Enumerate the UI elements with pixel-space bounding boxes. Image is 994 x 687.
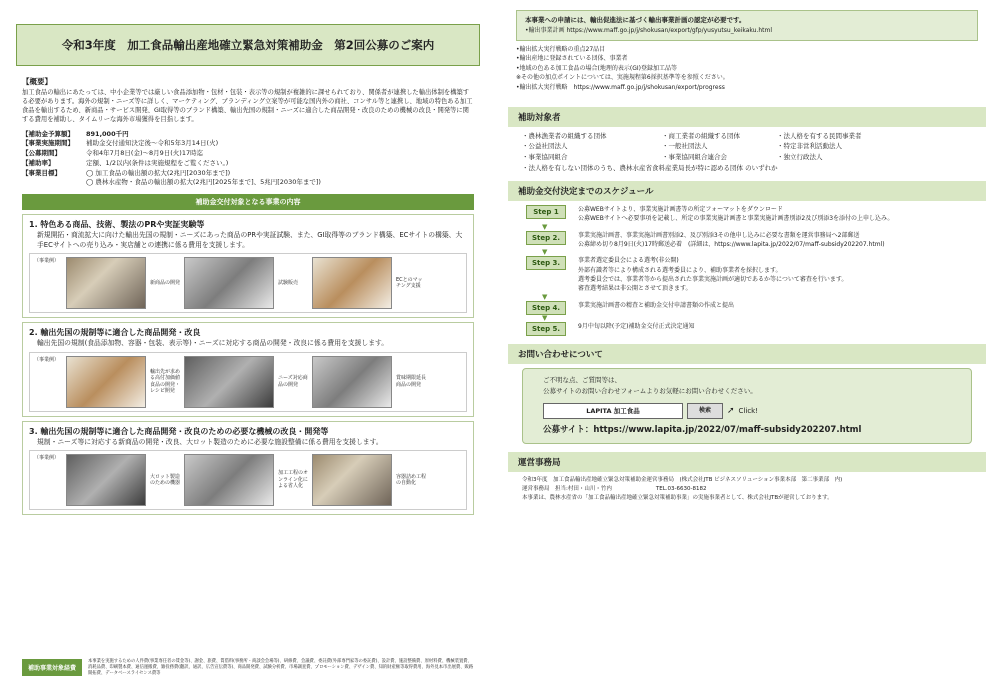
photo-product-bottles bbox=[66, 257, 146, 309]
info-row bbox=[22, 130, 474, 140]
target-item-last: ・法人格を有しない団体のうち、農林水産省食料産業局長が特に認める団体 のいずれか bbox=[522, 163, 778, 172]
office-info bbox=[508, 476, 986, 504]
caption: ECとのマッチング支援 bbox=[396, 276, 423, 290]
target-item: ・独立行政法人 bbox=[777, 153, 823, 162]
caption: 大ロット製造のための機器 bbox=[150, 473, 181, 487]
caption: 容器詰め工程の自動化 bbox=[396, 473, 427, 487]
cursor-icon: ➚ bbox=[727, 405, 735, 416]
step-text: 事業実施計画書、事業実施計画書別添2、及び別添3その他申し込みに必要な書類を運営事務局へ2部郵送 公募締め切り8月9日(火)17時郵送必着 (詳細は、https://www.lapita.jp/2022/07/maff-subsidy202207.html) bbox=[578, 231, 885, 249]
photo-production-line bbox=[184, 356, 274, 408]
caption: 試験販売 bbox=[278, 279, 299, 286]
section-desc: 新規開拓・商流拡大に向けた輸出先国の規制・ニーズにあった商品のPRや実証試験、また、GI取得等のブランド構築、ECサイトの構築、大手ECサイトへの売り込み・実店舗との連携に係る費用を支援します。 bbox=[37, 231, 463, 249]
step-3 bbox=[526, 256, 986, 293]
step-1 bbox=[526, 205, 986, 224]
section-1 bbox=[22, 214, 474, 318]
overview bbox=[22, 76, 474, 125]
site-url[interactable]: 公募サイト：https://www.lapita.jp/2022/07/maff-subsidy202207.html bbox=[543, 424, 862, 435]
info-value: 891,000千円 bbox=[86, 129, 129, 138]
target-item: ・一般社団法人 bbox=[662, 142, 708, 151]
search-row bbox=[543, 403, 961, 419]
target-item: ・事業協同組合 bbox=[522, 153, 568, 162]
step-text: 9月中旬以降(予定)補助金交付正式決定通知 bbox=[578, 322, 695, 330]
examples-box bbox=[29, 253, 467, 313]
contact-line: ご不明な点、ご質問等は、 bbox=[543, 375, 621, 384]
info-row bbox=[22, 139, 474, 149]
target-list bbox=[508, 131, 986, 163]
down-arrow-icon: ▼ bbox=[542, 222, 548, 231]
info-line: ※その他の加点ポイントについては、実施規程第6採択基準等を参照ください。 bbox=[516, 74, 729, 82]
photo-automation bbox=[312, 454, 392, 506]
caption: 新商品の開発 bbox=[150, 279, 181, 286]
photo-meeting bbox=[312, 257, 392, 309]
step-label: Step 3. bbox=[526, 256, 566, 270]
examples-label: （事業例） bbox=[34, 455, 60, 462]
click-label: Click! bbox=[738, 406, 759, 415]
section-title: 1. 特色ある商品、技術、製法のPRや実証実験等 bbox=[29, 220, 205, 229]
target-item: ・法人格を有する民間事業者 bbox=[777, 131, 862, 140]
office-line: 本事業は、農林水産省の「加工食品輸出産地確立緊急対策補助事業」の実施事業者として、株式会社JTBが運営しております。 bbox=[522, 495, 833, 502]
target-item: ・事業協同組合連合会 bbox=[662, 153, 727, 162]
section-title: 3. 輸出先国の規制等に適合した商品開発・改良のための必要な機械の改良・開発等 bbox=[29, 426, 329, 436]
examples-label: （事業例） bbox=[34, 356, 60, 363]
photo-packaged-food bbox=[312, 356, 392, 408]
down-arrow-icon: ▼ bbox=[542, 248, 548, 257]
step-label: Step 1 bbox=[526, 205, 566, 219]
down-arrow-icon: ▼ bbox=[542, 292, 548, 301]
section-3 bbox=[22, 421, 474, 516]
link-line[interactable]: •輸出事業計画 https://www.maff.go.jp/j/shokusan/export/gfp/yusyutsu_keikaku.html bbox=[525, 27, 773, 35]
caption: ニーズ対応商品の開発 bbox=[278, 375, 308, 388]
info-line: •地域の色ある加工食品の場合(地理的表示(GI)登録加工品等 bbox=[516, 64, 677, 72]
section-desc: 輸出先国の規制(食品添加物、容器・包装、表示等)・ニーズに対応する商品の開発・改良に係る費用を支援します。 bbox=[37, 339, 389, 348]
right-page bbox=[508, 8, 986, 679]
down-arrow-icon: ▼ bbox=[542, 313, 548, 322]
info-key: 【事業実施期間】 bbox=[22, 139, 74, 148]
info-key: 【事業目標】 bbox=[22, 168, 61, 177]
office-line: 令和3年度 加工食品輸出産地確立緊急対策補助金運営事務局 (株式会社JTB ビジネスソリューション事業本部 第二事業部 内) bbox=[522, 476, 843, 483]
info-line: •輸出産地に登録されている団体、事業者 bbox=[516, 55, 628, 63]
info-value: 令和4年7月8日(金)～8月9日(火)17時迄 bbox=[86, 149, 204, 157]
page-title: 令和3年度 加工食品輸出産地確立緊急対策補助金 第2回公募のご案内 bbox=[16, 24, 480, 66]
info-row bbox=[22, 159, 474, 169]
caption: 加工工程のオンライン化による省人化 bbox=[278, 470, 309, 490]
search-button[interactable]: 検索 bbox=[687, 403, 723, 419]
target-heading: 補助対象者 bbox=[508, 107, 986, 127]
step-label: Step 2. bbox=[526, 231, 566, 245]
step-2 bbox=[526, 231, 986, 250]
info-line: •輸出拡大実行戦略の重点27品目 bbox=[516, 45, 606, 53]
info-row bbox=[22, 169, 474, 179]
search-input[interactable]: LAPITA 加工食品 bbox=[543, 403, 683, 419]
photo-store-shelves bbox=[184, 257, 274, 309]
contact-box bbox=[522, 368, 972, 444]
section-title: 2. 輸出先国の規制等に適合した商品開発・改良 bbox=[29, 328, 201, 338]
info-key bbox=[22, 178, 86, 188]
office-heading: 運営事務局 bbox=[508, 452, 986, 472]
examples-box bbox=[29, 450, 467, 510]
photo-machinery bbox=[66, 454, 146, 506]
schedule-heading: 補助金交付決定までのスケジュール bbox=[508, 181, 986, 201]
overview-heading: 【概要】 bbox=[22, 77, 52, 86]
photo-factory bbox=[184, 454, 274, 506]
contact-heading: お問い合わせについて bbox=[508, 344, 986, 364]
contact-line: 公募サイトのお問い合わせフォームよりお気軽にお問い合わせください。 bbox=[543, 386, 757, 395]
step-5 bbox=[526, 322, 986, 336]
examples-label: （事業例） bbox=[34, 258, 60, 265]
office-line: 運営事務局 担当:村田・山川・竹内 TEL.03-6630-8182 bbox=[522, 485, 707, 492]
section-2 bbox=[22, 322, 474, 417]
info-key: 【補助率】 bbox=[22, 158, 55, 167]
info-key: 【補助金予算額】 bbox=[22, 129, 74, 138]
caption: 輸出先が求める高付加価値食品の開発・レシピ開発 bbox=[150, 368, 181, 395]
caption: 賞味期限延長商品の開発 bbox=[396, 375, 427, 388]
info-row bbox=[22, 149, 474, 159]
left-page bbox=[8, 8, 488, 679]
step-label: Step 4. bbox=[526, 301, 566, 315]
requirement-note: 本事業への申請には、輸出促進法に基づく輸出事業計画の認定が必要です。 bbox=[525, 16, 746, 24]
content-heading-bar: 補助金交付対象となる事業の内容 bbox=[22, 194, 474, 210]
eligible-expenses-label: 補助事業対象経費 bbox=[22, 659, 82, 676]
step-text: 公募WEBサイトより、事業実施計画書等の所定フォーマットをダウンロード 公募WEBサイトへ必要事項を記載し、所定の事業実施計画書と事業実施計画書別添2及び別添3を添付の上申し込み。 bbox=[578, 206, 894, 223]
eligible-expenses-text: 本事業を実施するための人件費(事業専任者の賃金等)、謝金、旅費、賃借料(事務所・商談会会場等)、研修費、会議費、委託費(外部専門家等の委託費)、設計費、施設整備費、原材料費、機械装置費、消耗品費、印刷製本費、通信運搬費、雑役務費(翻訳、通訳、広告宣伝費等)、商品開発費、試験分析費、市場調査費、プロモーション費、デザイン費、知的財産権等取得費用、海外見本市出展費、販路開拓費、データベースライセンス費等 bbox=[88, 658, 474, 676]
step-text: 事業者選定委員会による選考(非公開) 外部有識者等により構成される選考委員により、補助事業者を採択します。 選考委員会では、事業者等から提出された事業実施計画が適切であるか等について審査を行います。 審査選考結果は非公開とさせて頂きます。 bbox=[578, 257, 848, 293]
section-desc: 規制・ニーズ等に対応する新商品の開発・改良、大ロット製造のために必要な施設整備に係る費用を支援します。 bbox=[37, 437, 383, 446]
info-value: 補助金交付通知決定後～令和5年3月14日(火) bbox=[86, 139, 219, 148]
info-value: 定額、1/2以内(条件は実施規程をご覧ください。) bbox=[86, 158, 229, 167]
step-4 bbox=[526, 301, 986, 315]
overview-text: 加工食品の輸出にあたっては、中小企業等では厳しい食品添加物・包材・包装・表示等の規制が複雑的に課せられており、関係者が連携した輸出体制を構築する必要があります。海外の規制・ニーズ等に詳しく、マーケティング、ブランディング立案等が可能な国内外の商社、コンサル等と連携し、地域の特色ある加工食品を輸出するため、新商品・サービス開発、GI取得等のブランド構築、輸出先国の規制・ニーズに適合した商品開発・改良のための機械の改良・開発等に関する費用を補助し、タイムリーな海外市場獲得を目指します。 bbox=[22, 89, 473, 124]
target-item: ・特定非営利活動法人 bbox=[777, 142, 842, 151]
schedule-steps bbox=[508, 205, 986, 335]
link-line[interactable]: •輸出拡大実行戦略 https://www.maff.go.jp/j/shokusan/export/progress bbox=[516, 84, 725, 92]
eligible-expenses bbox=[22, 659, 474, 677]
step-label: Step 5. bbox=[526, 322, 566, 336]
target-item: ・公益社団法人 bbox=[522, 142, 568, 151]
photo-food-dish bbox=[66, 356, 146, 408]
examples-box bbox=[29, 352, 467, 412]
info-key: 【公募期間】 bbox=[22, 149, 61, 157]
target-item: ・農林漁業者の組織する団体 bbox=[522, 131, 607, 140]
requirement-box bbox=[516, 10, 978, 41]
target-item: ・商工業者の組織する団体 bbox=[662, 131, 740, 140]
info-value: ◯ 加工食品の輸出額の拡大(2兆円[2030年まで]) bbox=[86, 168, 231, 177]
info-value: ◯ 農林水産物・食品の輸出額の拡大(2兆円[2025年まで]、5兆円[2030年まで]) bbox=[86, 178, 321, 187]
info-row bbox=[22, 178, 474, 188]
step-text: 事業実施計画書の精査と補助金交付申請書類の作成と提出 bbox=[578, 301, 735, 309]
info-table bbox=[22, 130, 474, 189]
